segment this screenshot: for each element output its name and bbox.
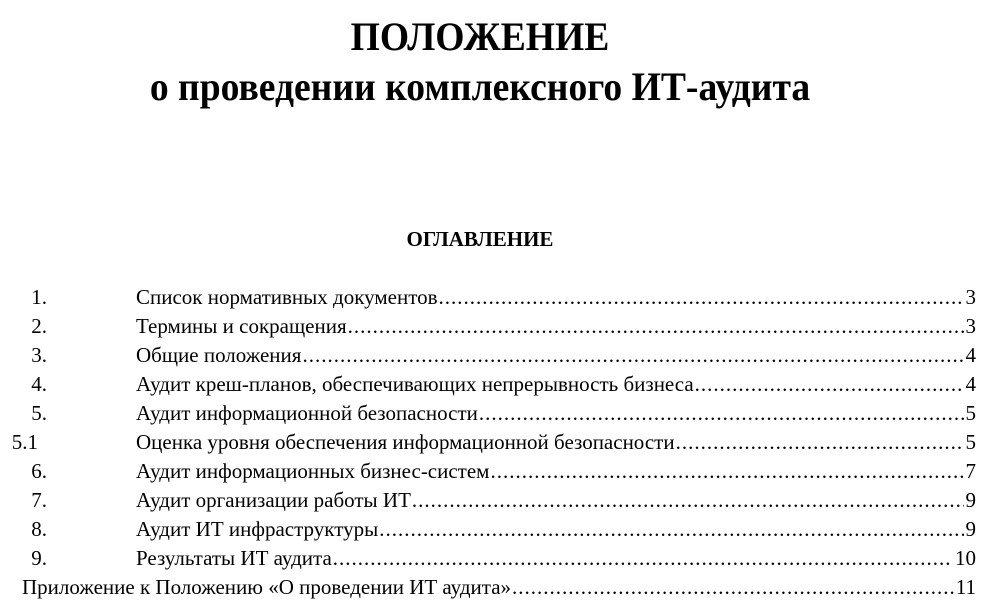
- toc-item-number: 3.: [31, 343, 47, 367]
- toc-item-entry: [136, 457, 976, 486]
- toc-dot-leader: [490, 457, 963, 486]
- toc-item-title[interactable]: Общие положения: [136, 343, 302, 367]
- toc-item-title[interactable]: Аудит организации работы ИТ: [136, 488, 411, 512]
- toc-item-entry: [136, 486, 976, 515]
- document-subtitle: о проведении комплексного ИТ-аудита: [149, 64, 811, 109]
- toc-item[interactable]: [0, 370, 976, 399]
- toc-item[interactable]: [0, 457, 976, 486]
- toc-item-entry: [136, 544, 976, 573]
- toc-dot-leader: [379, 515, 963, 544]
- toc-item-entry: [136, 515, 976, 544]
- toc-item-entry: [136, 370, 976, 399]
- document-title-block: [0, 12, 960, 112]
- toc-item-number: 6.: [31, 459, 47, 483]
- toc-item-title[interactable]: Список нормативных документов: [136, 285, 438, 309]
- toc-item-entry: [22, 573, 976, 602]
- toc-item-number: 1.: [31, 285, 47, 309]
- toc-item-appendix[interactable]: [0, 573, 976, 602]
- toc-item[interactable]: [0, 312, 976, 341]
- toc-item[interactable]: [0, 544, 976, 573]
- toc-item-title[interactable]: Термины и сокращения: [136, 314, 347, 338]
- toc-dot-leader: [676, 428, 964, 457]
- toc-dot-leader: [439, 283, 964, 312]
- toc-item-page[interactable]: 3: [965, 285, 976, 309]
- toc-item-number: 2.: [31, 314, 47, 338]
- toc-dot-leader: [412, 486, 964, 515]
- toc-item-number: 4.: [31, 372, 47, 396]
- toc-item[interactable]: [0, 486, 976, 515]
- toc-heading: ОГЛАВЛЕНИЕ: [406, 227, 554, 251]
- toc-item-entry: [136, 283, 976, 312]
- toc-item[interactable]: [0, 428, 976, 457]
- toc-dot-leader: [512, 573, 954, 602]
- toc-item-title[interactable]: Приложение к Положению «О проведении ИТ аудита»: [22, 575, 512, 599]
- toc-item-page[interactable]: 3: [965, 314, 976, 338]
- toc-item[interactable]: [0, 341, 976, 370]
- toc-dot-leader: [302, 341, 963, 370]
- toc-item-page[interactable]: 7: [965, 459, 976, 483]
- toc-item-title[interactable]: Результаты ИТ аудита: [136, 546, 332, 570]
- toc-item-title[interactable]: Аудит информационной безопасности: [136, 401, 478, 425]
- toc-item-page[interactable]: 10: [955, 546, 976, 570]
- toc-item-entry: [136, 428, 976, 457]
- toc-item-page[interactable]: 11: [955, 575, 976, 599]
- toc-item-title[interactable]: Аудит ИТ инфраструктуры: [136, 517, 379, 541]
- toc-dot-leader: [479, 399, 964, 428]
- toc-item[interactable]: [0, 515, 976, 544]
- toc-item-title[interactable]: Аудит креш-планов, обеспечивающих непрерывность бизнеса: [136, 372, 694, 396]
- toc-item-number: 5.: [31, 401, 47, 425]
- document-title: ПОЛОЖЕНИЕ: [350, 14, 610, 59]
- toc-item-title[interactable]: Оценка уровня обеспечения информационной безопасности: [136, 430, 675, 454]
- toc-item-entry: [136, 399, 976, 428]
- toc-item-page[interactable]: 4: [965, 372, 976, 396]
- toc-dot-leader: [348, 312, 964, 341]
- toc-item-page[interactable]: 9: [965, 517, 976, 541]
- toc-item-number: 7.: [31, 488, 47, 512]
- toc-dot-leader: [695, 370, 964, 399]
- toc-item-number: 8.: [31, 517, 47, 541]
- toc-item-title[interactable]: Аудит информационных бизнес-систем: [136, 459, 490, 483]
- toc-item-entry: [136, 312, 976, 341]
- toc-item-page[interactable]: 4: [965, 343, 976, 367]
- toc-item-number: 5.1: [11, 430, 38, 454]
- table-of-contents: [0, 283, 976, 602]
- toc-item-entry: [136, 341, 976, 370]
- toc-item[interactable]: [0, 283, 976, 312]
- toc-item[interactable]: [0, 399, 976, 428]
- toc-item-page[interactable]: 5: [965, 430, 976, 454]
- toc-dot-leader: [333, 544, 953, 573]
- toc-item-number: 9.: [31, 546, 47, 570]
- toc-item-page[interactable]: 5: [965, 401, 976, 425]
- toc-item-page[interactable]: 9: [965, 488, 976, 512]
